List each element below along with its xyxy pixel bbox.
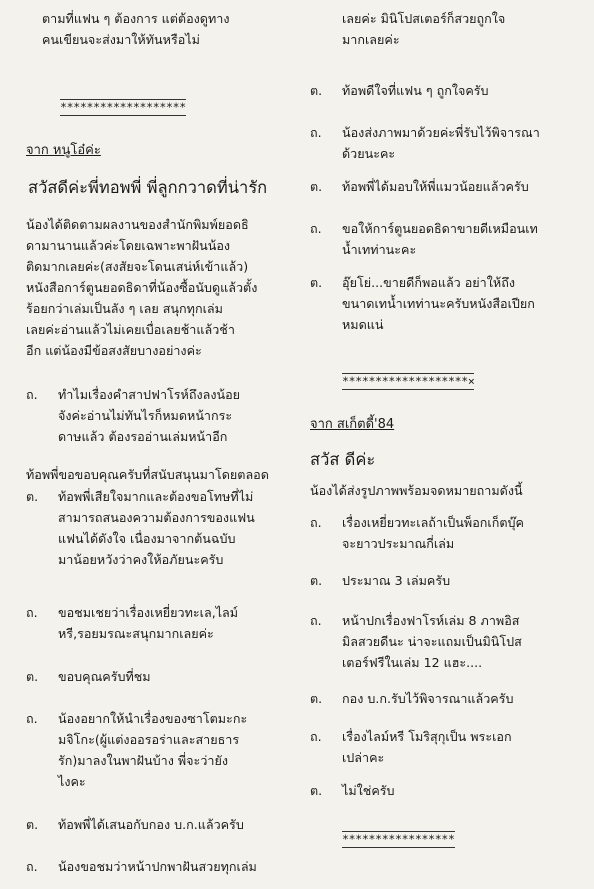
qa-line: ขอชมเชยว่าเรื่องเหยี่ยวทะเล,ไลม์ (58, 605, 239, 620)
question-marker: ถ. (310, 613, 322, 628)
answer-marker: ต. (26, 669, 39, 684)
qa-line: เรื่องเหยี่ยวทะเลถ้าเป็นพ็อกเก็ตบุ๊ค (342, 515, 524, 530)
intro-line: ตามที่แฟน ๆ ต้องการ แต่ต้องดูทาง (42, 11, 230, 26)
qa-item (310, 780, 395, 801)
qa-line: หน้าปกเรื่องฟาโรห์เล่ม 8 ภาพอิส (342, 613, 520, 628)
section-separator: ******************* (60, 100, 186, 114)
cont-line: เลยค่ะ มินิโปสเตอร์ก็สวยถูกใจ (342, 11, 506, 26)
answer-marker: ต. (310, 783, 323, 798)
qa-line: มจิโกะ(ผู้แต่งออรอร่าและสายธาร (58, 732, 240, 747)
section-heading: จาก สเก็ตดี้'84 (310, 417, 395, 432)
qa-item (26, 708, 247, 792)
qa-line: ดาษแล้ว ต้องรออ่านเล่มหน้าอีก (58, 429, 228, 444)
question-marker: ถ. (310, 729, 322, 744)
letter-line: เลยค่ะอ่านแล้วไม่เคยเบื่อเลยช้าแล้วช้า (26, 322, 235, 337)
qa-line: ท้อพพี่เสียใจมากและต้องขอโทษที่ไม่ (58, 489, 254, 504)
question-marker: ถ. (26, 387, 38, 402)
letter-line: ติดมากเลยค่ะ(สงสัยจะโดนเสน่ห์เข้าแล้ว) (26, 259, 249, 274)
question-marker: ถ. (26, 711, 38, 726)
qa-item (310, 688, 514, 709)
question-marker: ถ. (26, 605, 38, 620)
qa-item (26, 384, 240, 447)
answer-marker: ต. (310, 275, 323, 290)
greeting: สวัส ดีค่ะ (310, 450, 376, 469)
intro-line: คนเขียนจะส่งมาให้ทันหรือไม่ (42, 32, 200, 47)
qa-line: จะยาวประมาณกี่เล่ม (342, 536, 455, 551)
qa-line: กอง บ.ก.รับไว้พิจารณาแล้วครับ (342, 691, 514, 706)
qa-line: น้องอยากให้นำเรื่องของซาโตมะกะ (58, 711, 248, 726)
qa-item (26, 486, 255, 570)
question-marker: ถ. (310, 221, 322, 236)
qa-line: ขนาดเทน้ำเทท่านะครับหนังสือเปียก (342, 296, 535, 311)
qa-item (310, 122, 540, 164)
qa-item (26, 666, 151, 687)
qa-line: จังค่ะอ่านไม่ทันไรก็หมดหน้ากระ (58, 408, 233, 423)
qa-item (310, 610, 522, 673)
question-marker: ถ. (310, 515, 322, 530)
qa-line: น้องส่งภาพมาด้วยค่ะพี่รับไว้พิจารณา (342, 125, 540, 140)
qa-line: สามารถสนองความต้องการของแฟน (58, 510, 255, 525)
qa-line: ท้อพพี่ได้มอบให้พี่แมวน้อยแล้วครับ (342, 179, 529, 194)
qa-line: น้องขอชมว่าหน้าปกพาฝันสวยทุกเล่ม (58, 859, 257, 874)
answer-marker: ต. (310, 179, 323, 194)
qa-line: ท้อพพี่ได้เสนอกับกอง บ.ก.แล้วครับ (58, 817, 244, 832)
letter-body (26, 214, 257, 361)
qa-line: รัก)มาลงในพาฝันบ้าง พี่จะว่ายัง (58, 753, 228, 768)
qa-item (310, 512, 524, 554)
answer-marker: ต. (310, 83, 323, 98)
qa-line: ประมาณ 3 เล่มครับ (342, 573, 451, 588)
qa-line: ทำไมเรื่องคำสาปฟาโรห์ถึงลงน้อย (58, 387, 241, 402)
qa-line: ไงคะ (58, 774, 86, 789)
qa-line: แฟนได้ดังใจ เนื่องมาจากต้นฉบับ (58, 531, 236, 546)
qa-line: มิลสวยดีนะ น่าจะแถมเป็นมินิโปส (342, 634, 522, 649)
question-marker: ถ. (310, 125, 322, 140)
qa-line: ขอให้การ์ตูนยอดธิดาขายดีเหมือนเท (342, 221, 538, 236)
qa-item (310, 218, 538, 260)
question-marker: ถ. (26, 859, 38, 874)
qa-item (310, 80, 489, 101)
answer-marker: ต. (26, 817, 39, 832)
qa-line: ด้วยนะคะ (342, 146, 396, 161)
qa-line: น้ำเทท่านะคะ (342, 242, 417, 257)
qa-item (310, 272, 535, 335)
qa-item (26, 814, 244, 835)
qa-item (310, 570, 450, 591)
answer-marker: ต. (310, 573, 323, 588)
section-heading: จาก หนูโอ๋ค่ะ (26, 143, 101, 158)
qa-item (26, 602, 238, 644)
letter-line: หนังสือการ์ตูนยอดธิดาที่น้องซื้อนับดูแล้วตั้ง (26, 280, 258, 295)
section-intro: น้องได้ส่งรูปภาพพร้อมจดหมายถามดังนี้ (310, 483, 523, 498)
letter-line: ดามานานแล้วค่ะโดยเฉพาะพาฝันน้อง (26, 238, 231, 253)
qa-line: อุ๊ยโย่...ขายดีก็พอแล้ว อย่าให้ถึง (342, 275, 515, 290)
qa-line: ขอบคุณครับที่ชม (58, 669, 151, 684)
qa-item (26, 856, 257, 877)
qa-line: ไม่ใช่ครับ (342, 783, 395, 798)
cont-line: มากเลยค่ะ (342, 32, 400, 47)
qa-line: เปล่าคะ (342, 750, 385, 765)
qa-item (310, 726, 512, 768)
letter-line: ร้อยกว่าเล่มเป็นลัง ๆ เลย สนุกทุกเล่ม (26, 301, 223, 316)
letter-line: น้องได้ติดตามผลงานของสำนักพิมพ์ยอดธิ (26, 217, 249, 232)
continued-text (342, 8, 505, 50)
section-separator: ***************** (342, 832, 455, 846)
qa-line: เรื่องไลม์หรี โมริสุกุเป็น พระเอก (342, 729, 512, 744)
greeting: สวัสดีค่ะพี่ทอพพี่ พี่ลูกกวาดที่น่ารัก (28, 178, 268, 197)
qa-line: หรี,รอยมรณะสนุกมากเลยค่ะ (58, 626, 214, 641)
answer-marker: ต. (26, 489, 39, 504)
letter-line: อีก แต่น้องมีข้อสงสัยบางอย่างค่ะ (26, 343, 202, 358)
section-separator: *******************× (342, 374, 475, 388)
qa-line: เตอร์ฟรีในเล่ม 12 แฮะ.... (342, 655, 483, 670)
qa-line: ท้อพดีใจที่แฟน ๆ ถูกใจครับ (342, 83, 489, 98)
qa-line: หมดแน่ (342, 317, 384, 332)
qa-line: มาน้อยหวังว่าคงให้อภัยนะครับ (58, 552, 224, 567)
qa-item (310, 176, 529, 197)
thanks-line: ท้อพพี่ขอขอบคุณครับที่สนับสนุนมาโดยตลอด (26, 467, 269, 482)
answer-marker: ต. (310, 691, 323, 706)
